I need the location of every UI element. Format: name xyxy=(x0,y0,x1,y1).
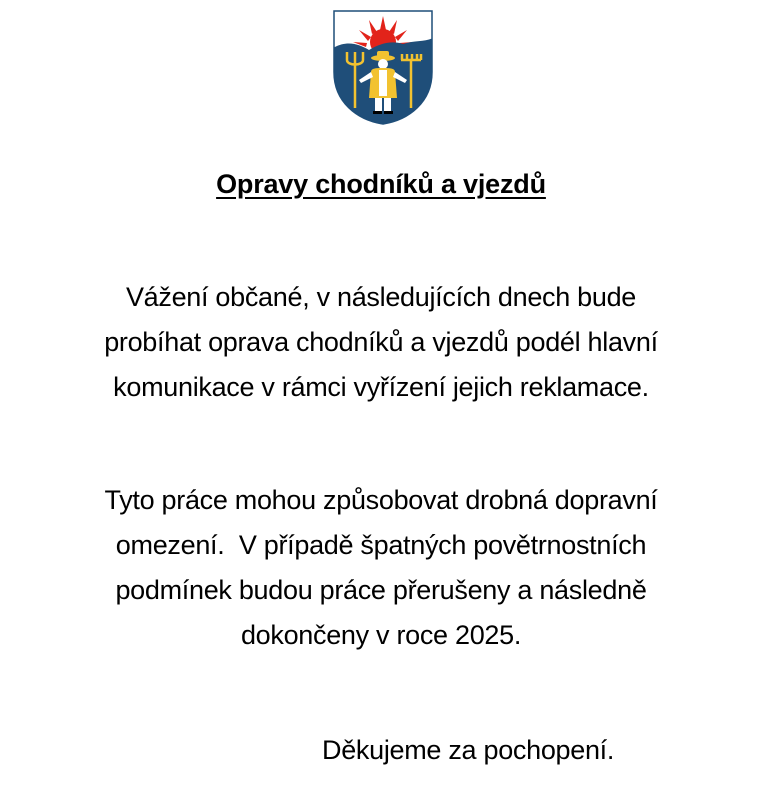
paragraph-line: omezení. V případě špatných povětrnostních xyxy=(115,530,647,560)
paragraph-line: Tyto práce mohou způsobovat drobná dopravní xyxy=(104,485,658,515)
paragraph-restrictions xyxy=(20,478,742,658)
paragraph-line: Vážení občané, v následujících dnech bude xyxy=(125,282,637,312)
paragraph-line: komunikace v rámci vyřízení jejich reklamace. xyxy=(113,372,649,402)
paragraph-line: podmínek budou práce přerušeny a následně xyxy=(115,575,647,605)
paragraph-announcement xyxy=(20,275,742,410)
paragraph-line: probíhat oprava chodníků a vjezdů podél hlavní xyxy=(104,327,658,357)
paragraph-line: dokončeny v roce 2025. xyxy=(240,620,522,650)
closing-thanks: Děkujeme za pochopení. xyxy=(322,735,615,765)
coat-of-arms-icon xyxy=(333,10,433,125)
page-title: Opravy chodníků a vjezdů xyxy=(216,169,546,199)
